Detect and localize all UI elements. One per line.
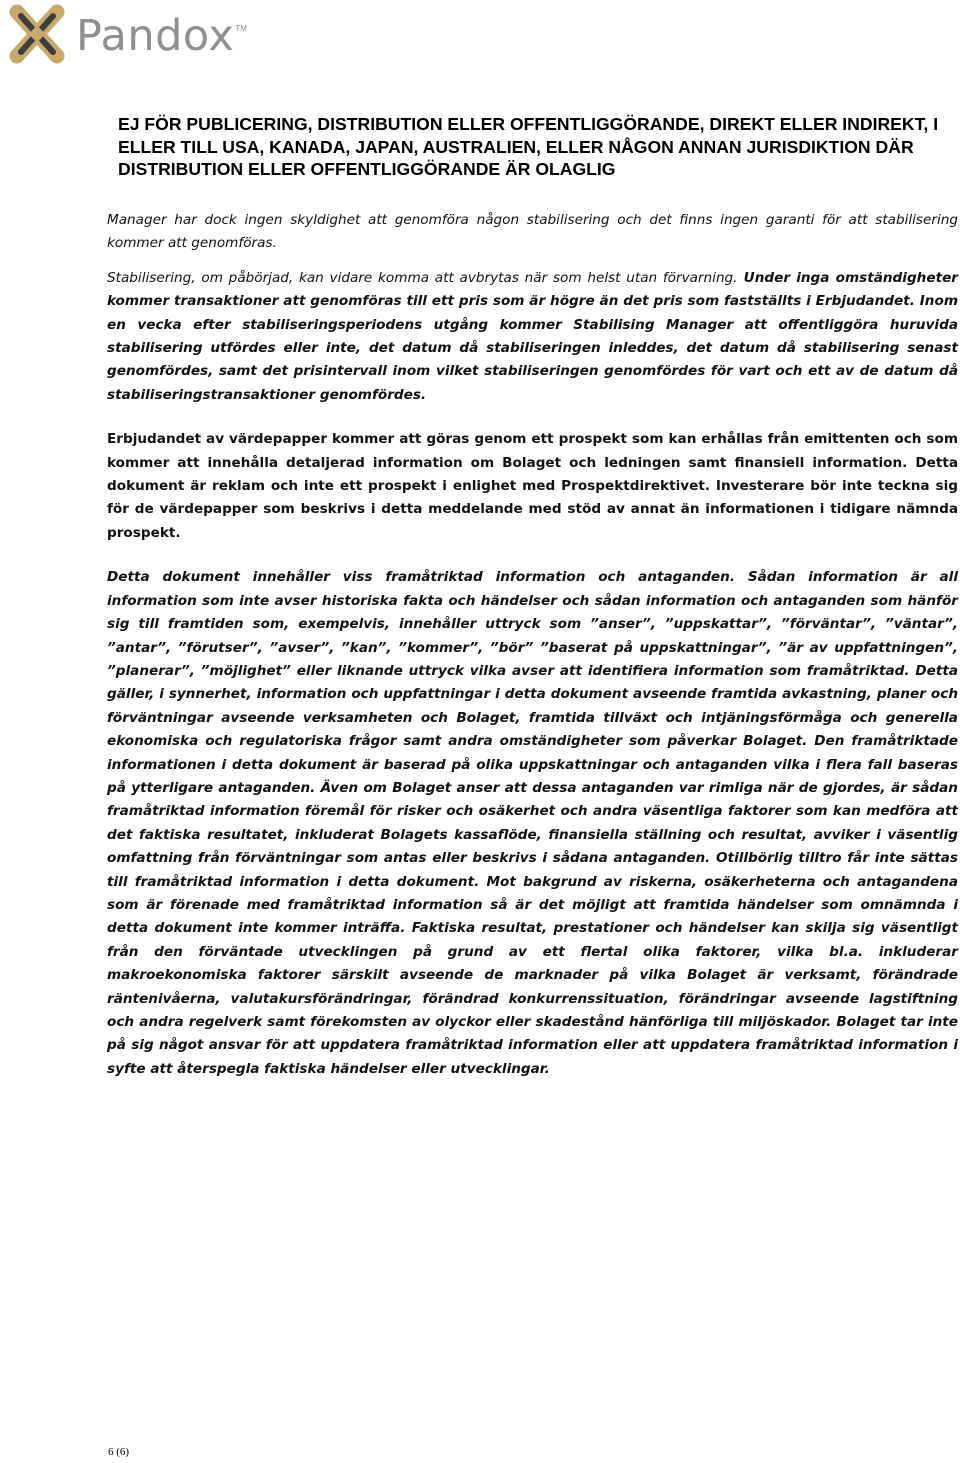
logo-trademark: TM (235, 24, 247, 33)
sentence-stabilisation-announcement: Inom en vecka efter stabiliseringsperiodens utgång kommer Stabilising Manager att offentliggöra huruvida stabilisering utfördes eller inte, det datum då stabiliseringen inleddes, det datum då stabilisering senast genomfördes, samt det prisintervall inom vilket stabiliseringen genomfördes för vart och ett av de datum då stabiliseringstransaktioner genomfördes. (107, 293, 958, 403)
pandox-x-logo-icon (4, 2, 70, 66)
sentence-stabilisation-interrupt: Stabilisering, om påbörjad, kan vidare komma att avbrytas när som helst utan förvarning. (107, 269, 738, 286)
disclaimer-heading: EJ FÖR PUBLICERING, DISTRIBUTION ELLER OFFENTLIGGÖRANDE, DIREKT ELLER INDIREKT, I ELLER TILL USA, KANADA, JAPAN, AUSTRALIEN, ELLER NÅGON ANNAN JURISDIKTION DÄR DISTRIBUTION ELLER OFFENTLIGGÖRANDE ÄR OLAGLIG (118, 114, 939, 179)
paragraph-stabilisation-details (107, 267, 958, 407)
sentence-transaction-price: Under inga omständigheter kommer transaktioner att genomföras till ett pris som är högre än det pris som fastställts i Erbjudandet. (107, 269, 958, 310)
pandox-logo (4, 2, 314, 66)
page-number: 6 (6) (108, 1446, 130, 1458)
logo-wordmark: Pandox (76, 11, 235, 61)
paragraph-offer-prospectus: Erbjudandet av värdepapper kommer att göras genom ett prospekt som kan erhållas från emittenten och som kommer att innehålla detaljerad information om Bolaget och ledningen samt finansiell information. Detta dokument är reklam och inte ett prospekt i enlighet med Prospektdirektivet. Investerare bör inte teckna sig för de värdepapper som beskrivs i detta meddelande med stöd av annat än informationen i tidigare nämnda prospekt. (107, 431, 958, 541)
paragraph-stabilisation-obligation: Manager har dock ingen skyldighet att genomföra någon stabilisering och det finns ingen garanti för att stabilisering kommer att genomföras. (107, 212, 958, 252)
document-body (107, 209, 958, 1081)
paragraph-forward-looking-information: Detta dokument innehåller viss framåtriktad information och antaganden. Sådan information är all information som inte avser historiska fakta och händelser och sådan information och antaganden som hänför sig till framtiden som, exempelvis, innehåller uttryck som ”anser”, ”uppskattar”, ”förväntar”, ”väntar”, ”antar”, ”förutser”, ”avser”, ”kan”, ”kommer”, ”bör” ”baserat på uppskattningar”, ”är av uppfattningen”, ”planerar”, ”möjlighet” eller liknande uttryck vilka avser att identifiera information som framåtriktad. Detta gäller, i synnerhet, information och uppfattningar i detta dokument avseende framtida avkastning, planer och förväntningar avseende verksamheten och Bolaget, framtida tillväxt och intjäningsförmåga och generella ekonomiska och regulatoriska frågor samt andra omständigheter som påverkar Bolaget. Den framåtriktade informationen i detta dokument är baserad på olika uppskattningar och antaganden vilka i flera fall baseras på ytterligare antaganden. Även om Bolaget anser att dessa antaganden var rimliga när de gjordes, är sådan framåtriktad information föremål för risker och osäkerhet och andra väsentliga faktorer som kan medföra att det faktiska resultatet, inkluderat Bolagets kassaflöde, finansiella ställning och resultat, avviker i väsentlig omfattning från förväntningar som antas eller beskrivs i sådana antaganden. Otillbörlig tilltro får inte sättas till framåtriktad information i detta dokument. Mot bakgrund av riskerna, osäkerheterna och antagandena som är förenade med framåtriktad information så är det möjligt att framtida händelser som omnämnda i detta dokument inte kommer inträffa. Faktiska resultat, prestationer och händelser kan skilja sig väsentligt från den förväntade utvecklingen på grund av ett flertal olika faktorer, vilka bl.a. inkluderar makroekonomiska faktorer särskilt avseende de marknader på vilka Bolaget är verksamt, förändrade räntenivåerna, valutakursförändringar, förändrad konkurrenssituation, förändringar avseende lagstiftning och andra regelverk samt förekomsten av olyckor eller skadestånd hänförliga till miljöskador. Bolaget tar inte på sig något ansvar för att uppdatera framåtriktad information eller att uppdatera framåtriktad information i syfte att återspegla faktiska händelser eller utvecklingar. (107, 569, 958, 1077)
